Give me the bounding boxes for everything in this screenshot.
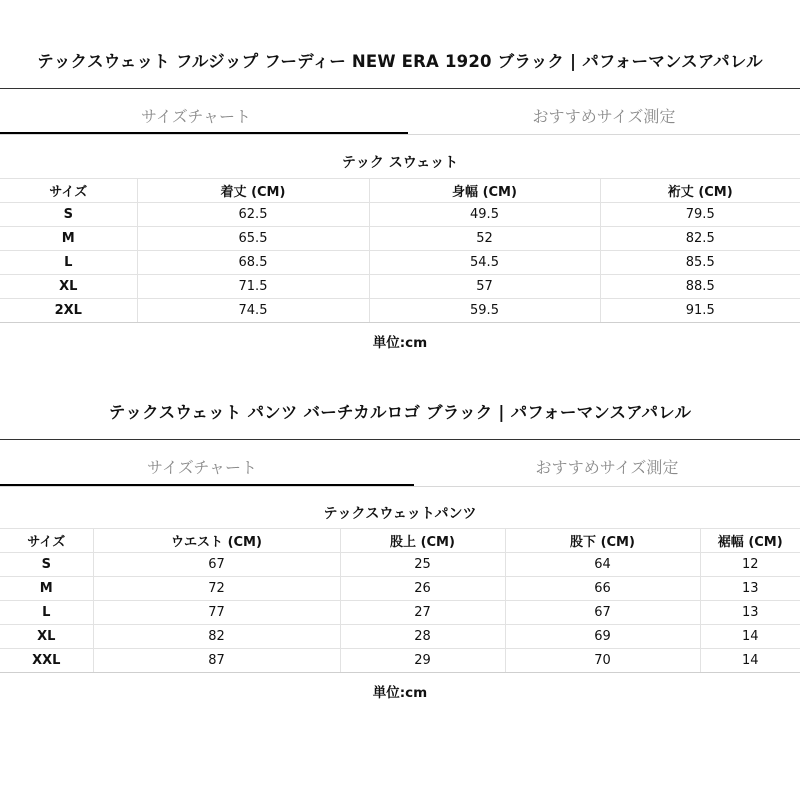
table-cell: 57	[369, 275, 600, 299]
size-table-pants	[0, 528, 800, 673]
table-cell: 70	[505, 649, 700, 673]
table-cell: 77	[93, 601, 340, 625]
table-header-row	[0, 529, 800, 553]
tab-size-chart[interactable]: サイズチャート	[141, 107, 251, 126]
table-cell: 28	[340, 625, 505, 649]
table-cell: 13	[700, 601, 800, 625]
table-cell: 14	[700, 625, 800, 649]
column-header: サイズ	[0, 179, 137, 203]
size-tabs-pants	[0, 439, 800, 486]
table-row	[0, 299, 800, 323]
table-cell: 68.5	[137, 251, 369, 275]
unit-label-hoodie: 単位:cm	[372, 335, 428, 351]
table-cell: 79.5	[600, 203, 800, 227]
table-cell: 26	[340, 577, 505, 601]
size-label: L	[0, 251, 137, 275]
table-cell: 91.5	[600, 299, 800, 323]
table-cell: 67	[93, 553, 340, 577]
tab-size-chart[interactable]: サイズチャート	[147, 458, 257, 477]
tab-divider	[0, 134, 800, 135]
table-cell: 82.5	[600, 227, 800, 251]
table-cell: 54.5	[369, 251, 600, 275]
table-row	[0, 251, 800, 275]
table-cell: 25	[340, 553, 505, 577]
table-cell: 27	[340, 601, 505, 625]
product-title-hoodie: テックスウェット フルジップ フーディー NEW ERA 1920 ブラック | パフォーマンスアパレル	[37, 52, 763, 71]
table-cell: 85.5	[600, 251, 800, 275]
table-cell: 12	[700, 553, 800, 577]
tab-recommended-size[interactable]: おすすめサイズ測定	[535, 458, 679, 477]
size-label: XL	[0, 275, 137, 299]
table-cell: 67	[505, 601, 700, 625]
table-cell: 82	[93, 625, 340, 649]
size-label: M	[0, 227, 137, 251]
size-label: L	[0, 601, 93, 625]
column-header: 裾幅 (CM)	[700, 529, 800, 553]
table-cell: 66	[505, 577, 700, 601]
table-cell: 71.5	[137, 275, 369, 299]
table-cell: 65.5	[137, 227, 369, 251]
table-row	[0, 227, 800, 251]
table-cell: 64	[505, 553, 700, 577]
table-cell: 88.5	[600, 275, 800, 299]
table-row	[0, 203, 800, 227]
table-cell: 29	[340, 649, 505, 673]
tab-recommended-size[interactable]: おすすめサイズ測定	[532, 107, 676, 126]
size-label: 2XL	[0, 299, 137, 323]
size-label: S	[0, 553, 93, 577]
table-header-row	[0, 179, 800, 203]
table-cell: 69	[505, 625, 700, 649]
table-row	[0, 275, 800, 299]
column-header: 裄丈 (CM)	[600, 179, 800, 203]
table-cell: 87	[93, 649, 340, 673]
table-cell: 49.5	[369, 203, 600, 227]
tab-divider	[0, 486, 800, 487]
column-header: 身幅 (CM)	[369, 179, 600, 203]
table-cell: 52	[369, 227, 600, 251]
size-label: S	[0, 203, 137, 227]
size-table-hoodie	[0, 178, 800, 323]
size-tabs-hoodie	[0, 88, 800, 135]
table-cell: 74.5	[137, 299, 369, 323]
table-cell: 59.5	[369, 299, 600, 323]
column-header: 股下 (CM)	[505, 529, 700, 553]
table-row	[0, 601, 800, 625]
table-row	[0, 625, 800, 649]
table-cell: 72	[93, 577, 340, 601]
unit-label-pants: 単位:cm	[372, 685, 428, 701]
table-row	[0, 649, 800, 673]
column-header: 股上 (CM)	[340, 529, 505, 553]
table-title-hoodie: テック スウェット	[341, 155, 459, 171]
column-header: サイズ	[0, 529, 93, 553]
product-title-pants: テックスウェット パンツ バーチカルロゴ ブラック | パフォーマンスアパレル	[108, 403, 692, 422]
size-label: XL	[0, 625, 93, 649]
table-title-pants: テックスウェットパンツ	[323, 506, 477, 522]
table-cell: 14	[700, 649, 800, 673]
column-header: 着丈 (CM)	[137, 179, 369, 203]
size-label: XXL	[0, 649, 93, 673]
table-row	[0, 577, 800, 601]
column-header: ウエスト (CM)	[93, 529, 340, 553]
size-label: M	[0, 577, 93, 601]
table-cell: 13	[700, 577, 800, 601]
table-cell: 62.5	[137, 203, 369, 227]
table-row	[0, 553, 800, 577]
